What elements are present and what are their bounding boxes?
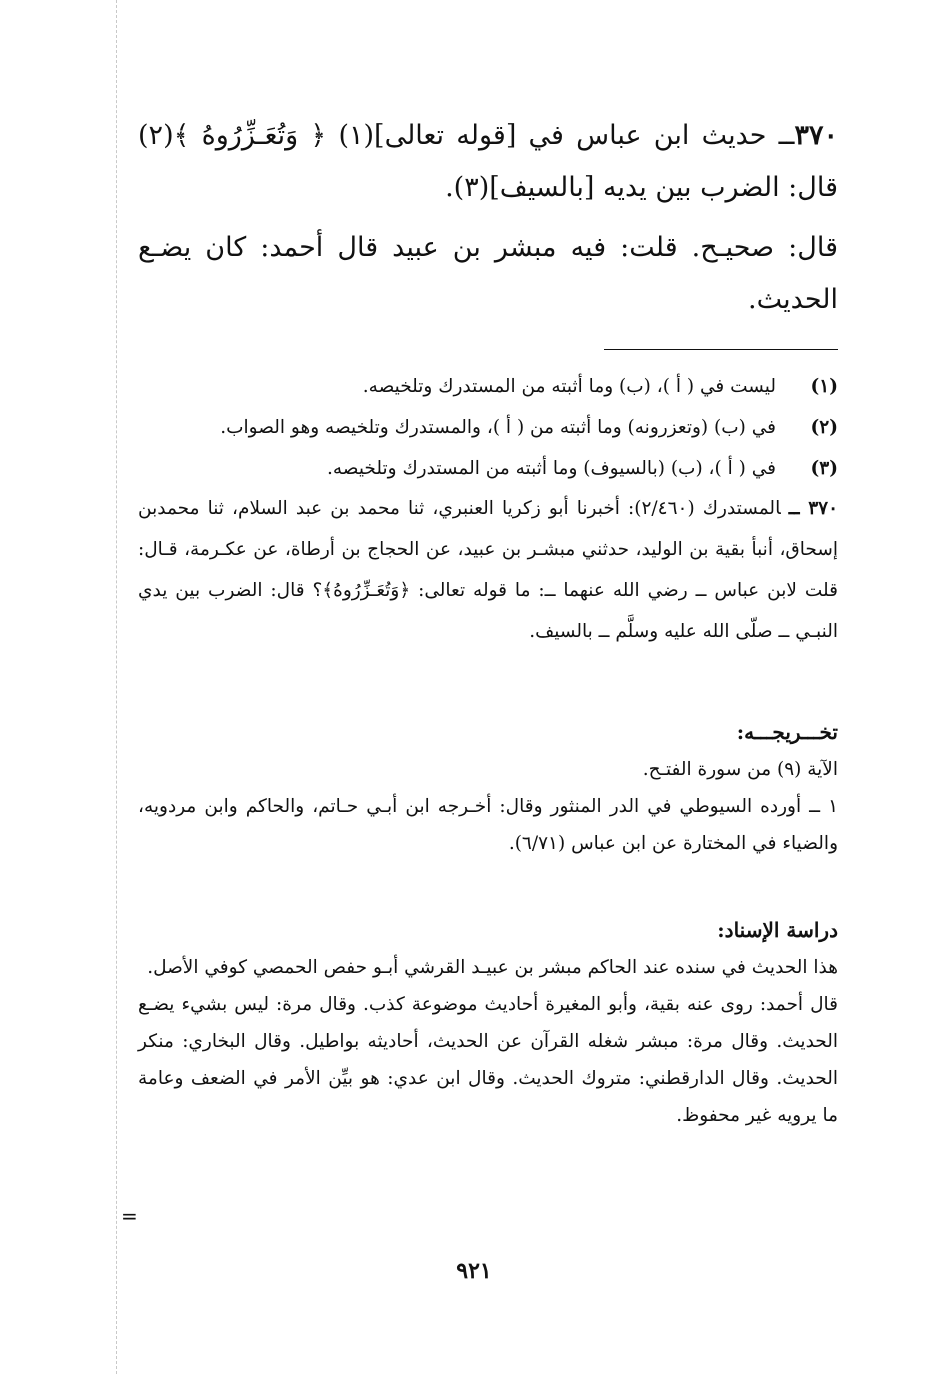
binding-margin-line — [116, 0, 117, 1374]
isnad-study-paragraph: هذا الحديث في سنده عند الحاكم مبشر بن عبيـد القرشي أبـو حفص الحمصي كوفي الأصل. — [147, 957, 838, 978]
isnad-study-section — [138, 912, 838, 1134]
takhrij-section — [138, 714, 838, 862]
continuation-mark: = — [121, 1204, 138, 1228]
footnote — [138, 448, 838, 489]
footnote — [138, 366, 838, 407]
footnote-marker: (٣) — [810, 458, 838, 479]
footnote-text: في ( أ )، (ب) (بالسيوف) وما أثبته من المستدرك وتلخيصه. — [326, 458, 776, 479]
takhrij-heading: تخـــريجـــه: — [736, 720, 838, 744]
footnote — [138, 407, 838, 448]
source-note-text: المستدرك (٢/٤٦٠): أخبرنا أبو زكريا العنبري، ثنا محمد بن عبد السلام، ثنا محمدبن إسحاق، أنبأ بقية بن الوليد، حدثني مبشـر بن عبيد، عن الحجاج بن أرطاة، عن عكـرمة، قـال: قلت لابن عباس ــ رضي الله عنهما ــ: ما قوله تعالى: ﴿وَتُعَـزِّرُوهُ﴾؟ قال: الضرب بين يدي النبـي ــ صلّى الله عليه وسلَّم ــ بالسيف. — [138, 498, 838, 642]
hadith-block — [138, 110, 838, 326]
source-note-marker: ٣٧٠ ــ — [788, 498, 839, 519]
hadith-number: ٣٧٠ — [794, 120, 838, 151]
page-number: ٩٢١ — [456, 1258, 492, 1284]
footnote-marker: (٢) — [810, 417, 838, 438]
footnote-list — [138, 366, 838, 489]
source-note — [138, 488, 838, 652]
footnote-text: في (ب) (وتعزرونه) وما أثبته من ( أ )، والمستدرك وتلخيصه وهو الصواب. — [220, 417, 776, 438]
hadith-text-paragraph — [138, 110, 838, 214]
hadith-text: ــ حديث ابن عباس في [قوله تعالى](١) ﴿ وَتُعَـزِّرُوهُ ﴾(٢) قال: الضرب بين يديه [بالسيف](٣). — [138, 120, 838, 203]
footnote-text: ليست في ( أ )، (ب) وما أثبته من المستدرك وتلخيصه. — [362, 376, 776, 397]
footnote-marker: (١) — [810, 376, 838, 397]
isnad-study-heading: دراسة الإسناد: — [717, 918, 838, 942]
takhrij-verse-reference: الآية (٩) من سورة الفتـح. — [642, 759, 838, 780]
takhrij-item: ١ ــ أورده السيوطي في الدر المنثور وقال: أخـرجه ابن أبـي حـاتم، والحاكم وابن مردويه، والضياء في المختارة عن ابن عباس (٦/٧١). — [138, 796, 838, 854]
hadith-comment: قال: صحيـح. قلت: فيه مبشر بن عبيد قال أحمد: كان يضـع الحديث. — [138, 232, 838, 315]
isnad-study-paragraph: قال أحمد: روى عنه بقية، وأبو المغيرة أحاديث موضوعة كذب. وقال مرة: ليس بشيء يضـع الحديث. وقال مرة: مبشر شغله القرآن عن الحديث، أحاديثه بواطيل. وقال البخاري: منكر الحديث. وقال الدارقطني: متروك الحديث. وقال ابن عدي: هو بيِّن الأمر في الضعف وعامة ما يرويه غير محفوظ. — [138, 994, 838, 1126]
footnote-separator — [604, 349, 838, 350]
